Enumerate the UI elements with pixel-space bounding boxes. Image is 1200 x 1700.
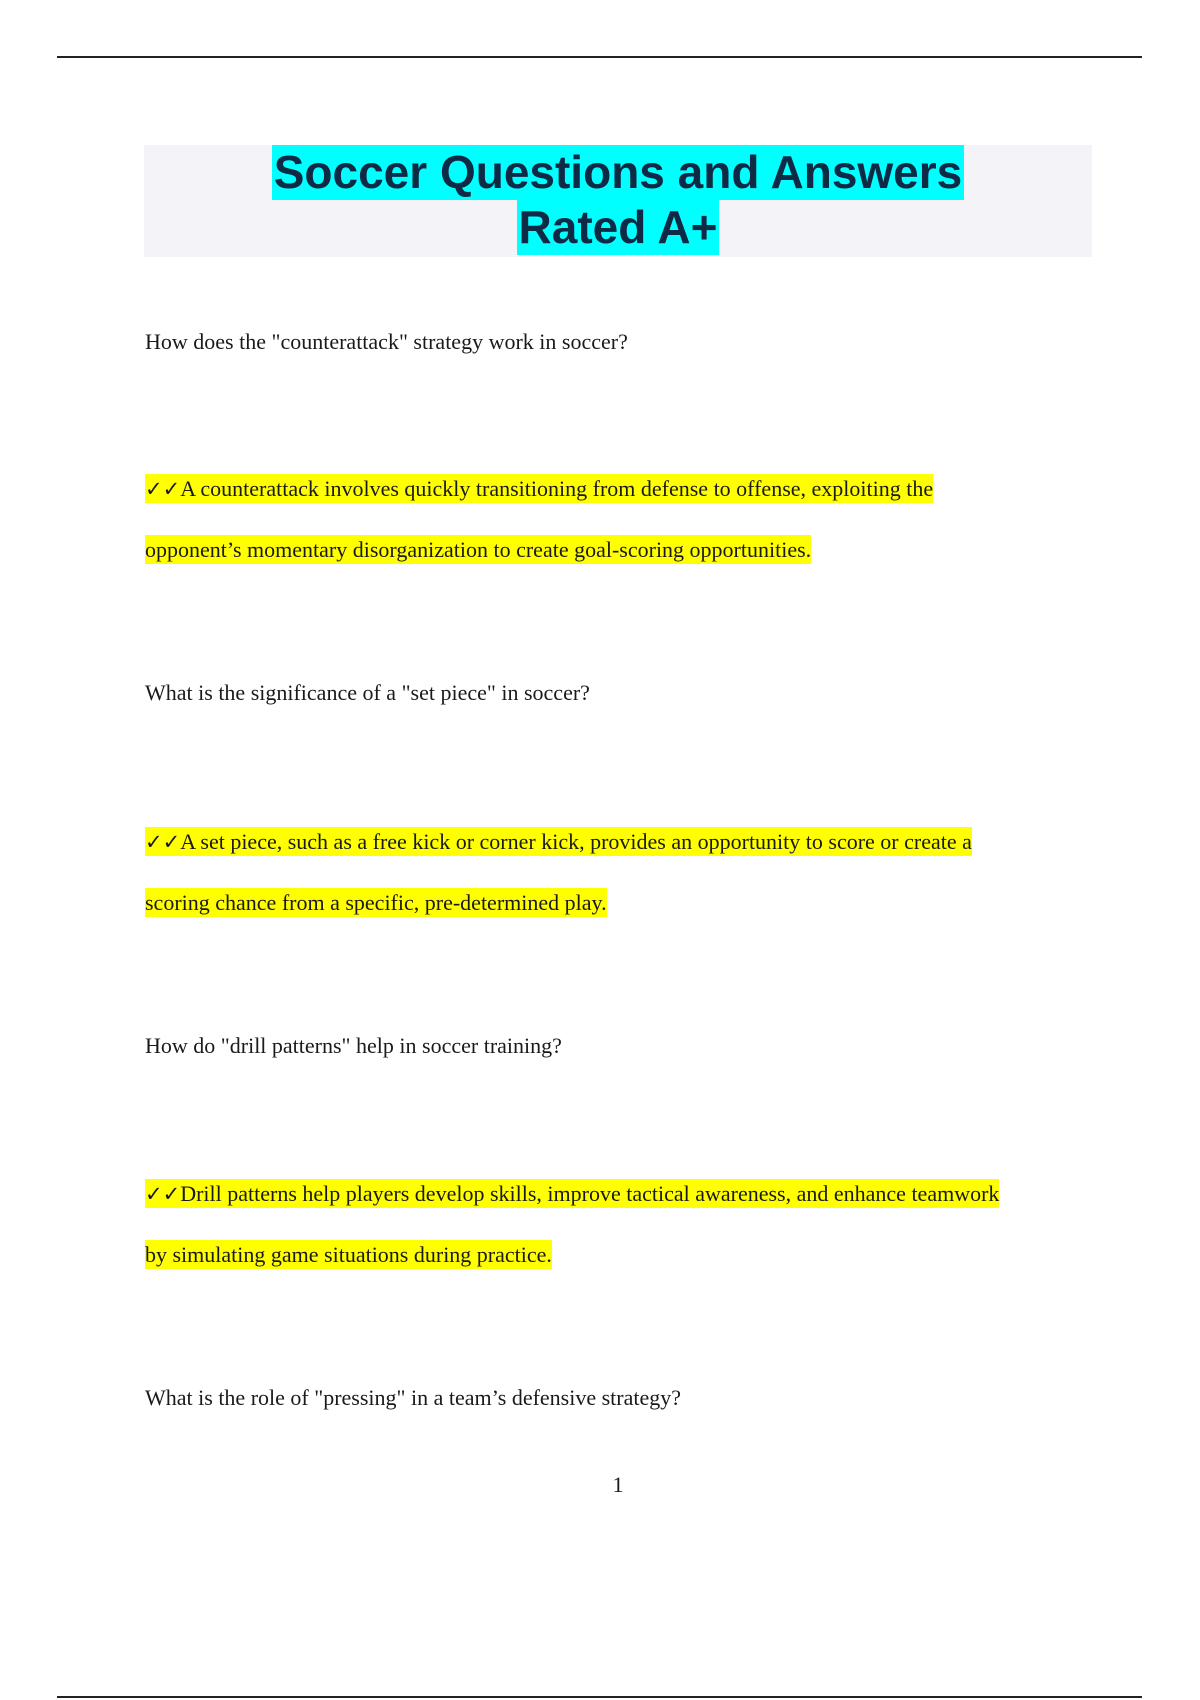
- check-icon: ✓✓: [145, 477, 181, 501]
- document-title-line-1: Soccer Questions and Answers: [273, 146, 963, 198]
- bottom-rule: [57, 1696, 1142, 1698]
- answer-2-line-1: [145, 829, 972, 855]
- answer-1-text-1: A counterattack involves quickly transitioning from defense to offense, exploiting the: [180, 476, 934, 501]
- answer-3-text-2: by simulating game situations during practice.: [145, 1242, 552, 1267]
- answer-2-line-2: [145, 890, 607, 916]
- answer-2-text-1: A set piece, such as a free kick or corner kick, provides an opportunity to score or create a: [180, 829, 972, 854]
- document-title-line-2: Rated A+: [518, 201, 718, 253]
- page-number: 1: [612, 1472, 624, 1497]
- answer-1-text-2: opponent’s momentary disorganization to create goal-scoring opportunities.: [145, 537, 812, 562]
- top-rule: [57, 56, 1142, 58]
- answer-2-text-2: scoring chance from a specific, pre-determined play.: [145, 890, 607, 915]
- title-block: [144, 145, 1092, 257]
- answer-3-line-2: [145, 1242, 552, 1268]
- answer-3-line-1: [145, 1181, 999, 1207]
- question-1: How does the "counterattack" strategy work in soccer?: [145, 329, 628, 354]
- check-icon: ✓✓: [145, 1182, 181, 1206]
- check-icon: ✓✓: [145, 830, 181, 854]
- answer-3-text-1: Drill patterns help players develop skills, improve tactical awareness, and enhance teamwork: [180, 1181, 1000, 1206]
- answer-1-line-1: [145, 476, 933, 502]
- question-2: What is the significance of a "set piece" in soccer?: [145, 680, 590, 705]
- question-4: What is the role of "pressing" in a team’s defensive strategy?: [145, 1385, 682, 1410]
- question-3: How do "drill patterns" help in soccer training?: [145, 1033, 562, 1058]
- answer-1-line-2: [145, 537, 811, 563]
